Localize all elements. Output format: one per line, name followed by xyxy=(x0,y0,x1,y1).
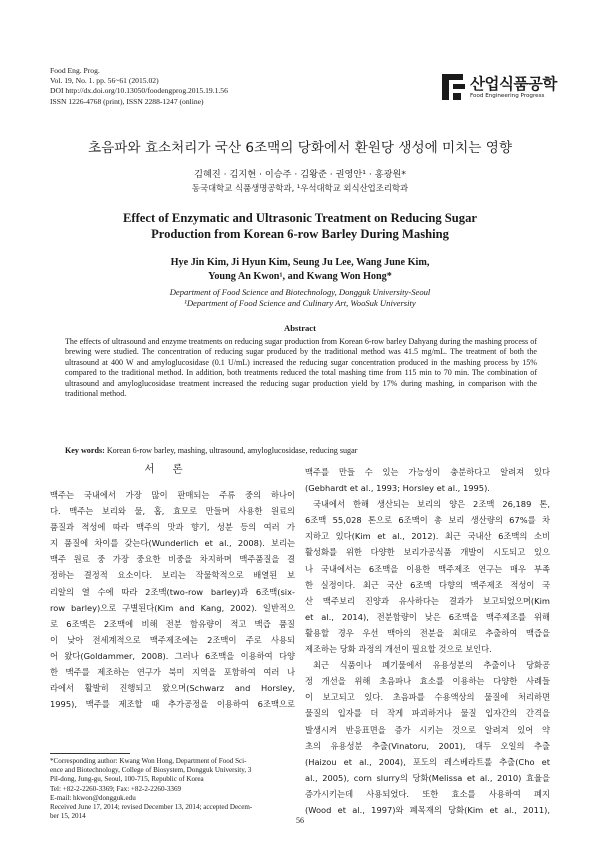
body-line: 지하고 있다(Kim et al., 2012). 최근 국내산 6조맥의 소비 xyxy=(305,531,550,542)
body-line: 초의 유용성분 추출(Vinatoru, 2001), 대두 오일의 추출 xyxy=(305,740,550,751)
body-line: 라에서 활발히 진행되고 왔으며(Schwarz and Horsley, xyxy=(50,683,295,694)
body-line: 산 맥주보리 진양과 유사하다는 결과가 보고되었으며(Kim xyxy=(305,595,550,606)
title-korean: 초음파와 효소처리가 국산 6조맥의 당화에서 환원당 생성에 미치는 영향 xyxy=(87,140,513,156)
body-line: 한 실정이다. 최근 국산 6조맥 다향의 맥주제조 적성이 국 xyxy=(305,579,550,590)
body-line: 어 왔다(Goldammer, 2008). 그러나 6조맥을 이용하여 다양 xyxy=(50,650,295,661)
footnote-line: ence and Biotechnology, College of Biosystem, Dongguk University, 3 xyxy=(50,766,252,775)
body-line: (Wood et al., 1997)와 폐목재의 당화(Kim et al., 2011), xyxy=(305,804,550,815)
body-line: 6조맥 55,028 톤으로 6조맥이 총 보리 생산량의 67%를 차 xyxy=(305,515,550,526)
body-line: 증가시키는데 사용되었다. 또한 효소를 사용하여 폐지 xyxy=(305,788,550,799)
footnote-line: *Corresponding author: Kwang Won Hong, Department of Food Sci- xyxy=(50,757,247,765)
affiliation-english-line: ¹Department of Food Science and Culinary Art, WooSuk University xyxy=(184,298,416,308)
footnote-line: ber 15, 2014 xyxy=(50,812,86,821)
body-line: 정하는 결정적 요소이다. 보리는 작물학적으로 배열된 보 xyxy=(50,570,295,581)
affiliation-korean: 동국대학교 식품생명공학과, ¹우석대학교 외식산업조리학과 xyxy=(191,183,409,193)
body-line: 1995), 맥주를 제조할 때 추가공정을 이용하여 6조맥으로 xyxy=(50,699,295,710)
logo-subtitle: Food Engineering Progress xyxy=(470,93,545,99)
footnote-line: E-mail: hkwon@dongguk.edu xyxy=(50,793,136,802)
journal-doi: DOI http://dx.doi.org/10.13050/foodengprog.2015.19.1.56 xyxy=(50,86,228,96)
authors-english-line: Hye Jin Kim, Ji Hyun Kim, Seung Ju Lee, Wang June Kim, xyxy=(170,257,430,268)
body-line: 제조하는 당화 과정의 개선이 필요할 것으로 보인다. xyxy=(305,644,492,655)
authors-english xyxy=(0,256,600,284)
title-english-line: Production from Korean 6-row Barley During Mashing xyxy=(151,227,449,241)
body-line: 다. 맥주는 보리와 물, 홉, 효모로 만들며 사용한 원료의 xyxy=(50,506,295,517)
body-line: 한 맥주를 제조하는 연구가 북미 지역을 포함하여 여러 나 xyxy=(50,667,295,678)
body-line: et al., 2014), 전분함량이 낮은 6조맥을 맥주제조를 위해 xyxy=(305,611,550,622)
affiliation-english-line: Department of Food Science and Biotechnology, Dongguk University-Seoul xyxy=(169,287,431,297)
journal-volume: Vol. 19, No. 1. pp. 56~61 (2015.02) xyxy=(50,76,159,86)
footnote-line: Pil-dong, Jung-gu, Seoul, 100-715, Republic of Korea xyxy=(50,775,204,784)
body-line: 이 보고되고 있다. 초음파를 수용액상의 물질에 처리하면 xyxy=(305,692,550,703)
keywords-text: Korean 6-row barley, mashing, ultrasound, amyloglucosidase, reducing sugar xyxy=(106,446,358,455)
body-line: 활성화를 위한 다양한 보리가공식품 개발이 시도되고 있으 xyxy=(305,547,550,558)
body-line: 나 국내에서는 6조맥을 이용한 맥주제조 연구는 매우 부족 xyxy=(305,563,550,574)
journal-issn: ISSN 1226-4768 (print), ISSN 2288-1247 (online) xyxy=(50,96,204,106)
footnote-line: Received June 17, 2014; revised December 13, 2014; accepted Decem- xyxy=(50,803,253,812)
body-line: 맥주는 국내에서 가장 많이 판매되는 주류 중의 하나이 xyxy=(50,490,295,500)
title-english-line: Effect of Enzymatic and Ultrasonic Treatment on Reducing Sugar xyxy=(122,211,477,225)
body-line: 최근 식품이나 폐기물에서 유용성분의 추출이나 당화공 xyxy=(313,660,550,671)
page-number: 56 xyxy=(296,816,304,825)
body-line: 품질과 적성에 따라 맥주의 맛과 향기, 성분 등의 여러 가 xyxy=(50,522,295,533)
body-line: al., 2005), corn slurry의 당화(Melissa et al., 2010) 효율을 xyxy=(305,772,550,783)
authors-english-line: Young An Kwon¹, and Kwang Won Hong* xyxy=(208,271,392,282)
abstract-text: The effects of ultrasound and enzyme treatments on reducing sugar production from Korean 6-row barley Dahyang during the mashing process of brewing were studied. The concentration of reducing sugar produced by the traditional method was 41.5 mg/mL. The treatment of both the ultrasound at 400 W and amyloglucosidase (0.1 U/mL) increased the reducing sugar concentration produced in the mashing process by 15% compared to the traditional method. In addition, both treatments reduced the total mashing time from 115 min to 70 min. The combination of ultrasound and amyloglucosidase treatment increased the reducing sugar production yield by 17% during mashing, in comparison with the traditional method. xyxy=(65,337,537,399)
body-line: 발생시켜 반응표면을 증가 시키는 것으로 알려져 있어 약 xyxy=(305,724,550,735)
logo-mark-icon xyxy=(440,70,468,104)
footnote xyxy=(50,757,295,821)
body-line: 이 낮아 전세계적으로 맥주제조에는 2조맥이 주로 사용되 xyxy=(50,634,295,645)
affiliation-english xyxy=(0,287,600,309)
body-column-right xyxy=(305,464,550,818)
journal-logo xyxy=(440,70,557,106)
body-column-left xyxy=(50,487,295,712)
keywords xyxy=(65,446,537,455)
footnote-divider xyxy=(50,753,130,754)
body-line: (Gebhardt et al., 1993; Horsley et al., 1995). xyxy=(305,483,490,494)
body-line: 국내에서 한해 생산되는 보리의 양은 2조맥 26,189 톤, xyxy=(313,499,550,510)
title-english xyxy=(0,210,600,242)
body-line: 정 개선을 위해 초음파나 효소를 이용하는 다양한 사례들 xyxy=(305,676,550,687)
body-line: 리알의 열 수에 따라 2조맥(two-row barley)과 6조맥(six- xyxy=(50,586,295,597)
keywords-label: Key words: xyxy=(65,446,105,455)
abstract-heading: Abstract xyxy=(284,323,316,333)
body-line: 맥주를 만들 수 있는 가능성이 충분하다고 알려져 있다 xyxy=(305,467,550,477)
body-line: row barley)으로 구별된다(Kim and Kang, 2002). 일반적으 xyxy=(50,602,295,613)
authors-korean: 김혜진 · 김지현 · 이승주 · 김왕준 · 권영안¹ · 홍광원* xyxy=(194,169,406,180)
body-line: 로 6조맥은 2조맥에 비해 전분 함유량이 적고 맥즙 품질 xyxy=(50,618,295,629)
logo-title: 산업식품공학 xyxy=(470,75,557,93)
body-line: 지 품질에 차이를 갖는다(Wunderlich et al., 2008). 보리는 xyxy=(50,538,295,549)
body-line: 활용할 경우 우선 맥아의 전분을 최대로 추출하여 맥즙을 xyxy=(305,627,550,638)
body-line: 물질의 입자를 더 작게 파괴하거나 물질 입자간의 간격을 xyxy=(305,708,550,719)
body-line: 맥주 원료 중 가장 중요한 비중을 차지하며 맥주품질을 결 xyxy=(50,554,295,565)
journal-name: Food Eng. Prog. xyxy=(50,66,100,75)
journal-info xyxy=(50,66,228,107)
section-heading: 서론 xyxy=(144,463,201,475)
body-line: (Haizou et al., 2004), 포도의 레스베라트롤 추출(Cho et xyxy=(305,756,550,767)
footnote-line: Tel: +82-2-2260-3369; Fax: +82-2-2260-3369 xyxy=(50,784,182,793)
